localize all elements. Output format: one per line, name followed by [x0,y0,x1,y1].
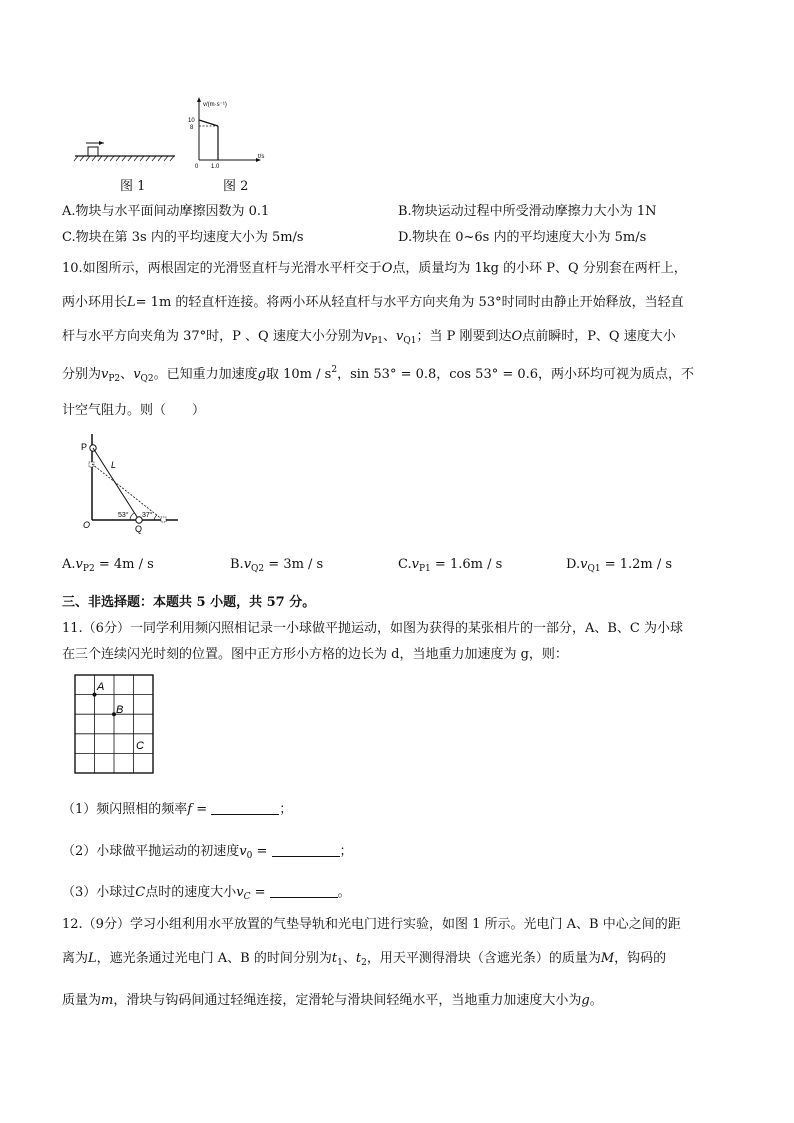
section-3-heading: 三、非选择题：本题共 5 小题，共 57 分。 [62,595,316,610]
q10-option-c: $C.v_{P1} = 1.6m / s$ [398,557,503,574]
q10-label-O: O [83,520,91,530]
q11-grid-figure [72,672,158,778]
graph-x-axis-label: t/s [258,154,265,160]
q12-line-1: 12.（9分）学习小组利用水平放置的气垫导轨和光电门进行实验，如图 1 所示。光电门 A、B 中心之间的距 [62,917,681,932]
graph-tick-10: 10 [188,118,195,124]
q12-line-3: 质量为m，滑块与钩码间通过轻绳连接，定滑轮与滑块间轻绳水平，当地重力加速度大小为g。 [62,993,603,1008]
q12-line-2: 离为L，遮光条通过光电门 A、B 的时间分别为$t_1$、$t_2$，用天平测得滑块（含遮光条）的质量为M，钩码的 [62,951,667,968]
q10-label-37: 37° [142,512,153,519]
q10-label-53: 53° [118,512,129,519]
q10-option-a: $A.v_{P2} = 4m / s$ [62,557,154,574]
graph-y-axis-label: v/(m·s⁻¹) [203,102,227,108]
q10-line-4: 分别为$v_{P2}$、$v_{Q2}$。已知重力加速度g取 $10m / s^2$，sin 53° = 0.8，cos 53° = 0.6，两小环均可视为质点，不 [62,365,695,384]
q11-answer-2-blank[interactable] [272,844,340,857]
q10-option-d: $D.v_{Q1} = 1.2m / s$ [566,557,673,574]
graph-tick-0: 0 [195,164,199,170]
q11-label-C: C [136,740,144,752]
q11-line-2: 在三个连续闪光时刻的位置。图中正方形小方格的边长为 d，当地重力加速度为 g，则： [62,647,568,662]
q9-option-a: A.物块与水平面间动摩擦因数为 0.1 [62,204,270,219]
q11-line-1: 11.（6分）一同学利用频闪照相记录一小球做平抛运动，如图为获得的某张相片的一部分，A、B、C 为小球 [62,621,683,636]
q10-line-5: 计空气阻力。则（ ） [62,403,206,418]
q10-label-Q: Q [135,524,143,534]
q10-figure-rods-rings [78,432,182,534]
q11-answer-1-blank[interactable] [211,802,279,815]
figure-2-vt-graph [186,92,276,172]
q11-label-B: B [116,704,124,716]
q11-part-1: （1）频闪照相的频率f = ； [62,802,293,817]
q10-line-2: 两小环用长L= 1m 的轻直杆连接。将两小环从轻直杆与水平方向夹角为 53°时同时由静止开始释放，当轻直 [62,295,684,310]
figure-1-block-on-ground [70,130,180,170]
q10-label-L: L [111,460,117,470]
q11-label-A: A [97,681,105,693]
q9-option-d: D.物块在 0~6s 内的平均速度大小为 5m/s [398,230,647,245]
q9-option-c: C.物块在第 3s 内的平均速度大小为 5m/s [62,230,304,245]
figure-1-caption: 图 1 [120,179,146,194]
figure-2-caption: 图 2 [223,179,249,194]
q11-part-2: （2）小球做平抛运动的初速度$v_0$ = ； [62,844,353,861]
q10-option-b: $B.v_{Q2} = 3m / s$ [230,557,324,574]
q10-line-3: 杆与水平方向夹角为 37°时，P 、Q 速度大小分别为$v_{P1}$、$v_{Q1}$；当 P 刚要到达O点前瞬时，P、Q 速度大小 [62,329,676,346]
graph-tick-1: 1.0 [211,164,220,170]
q11-answer-3-blank[interactable] [270,885,338,898]
q9-option-b: B.物块运动过程中所受滑动摩擦力大小为 1N [398,204,657,219]
q10-label-P: P [81,442,88,452]
graph-tick-8: 8 [190,125,194,131]
q10-line-1: 10.如图所示，两根固定的光滑竖直杆与光滑水平杆交于O点，质量均为 1kg 的小环 P、Q 分别套在两杆上， [62,261,687,276]
q11-part-3: （3）小球过C点时的速度大小$v_C$ = 。 [62,885,351,902]
